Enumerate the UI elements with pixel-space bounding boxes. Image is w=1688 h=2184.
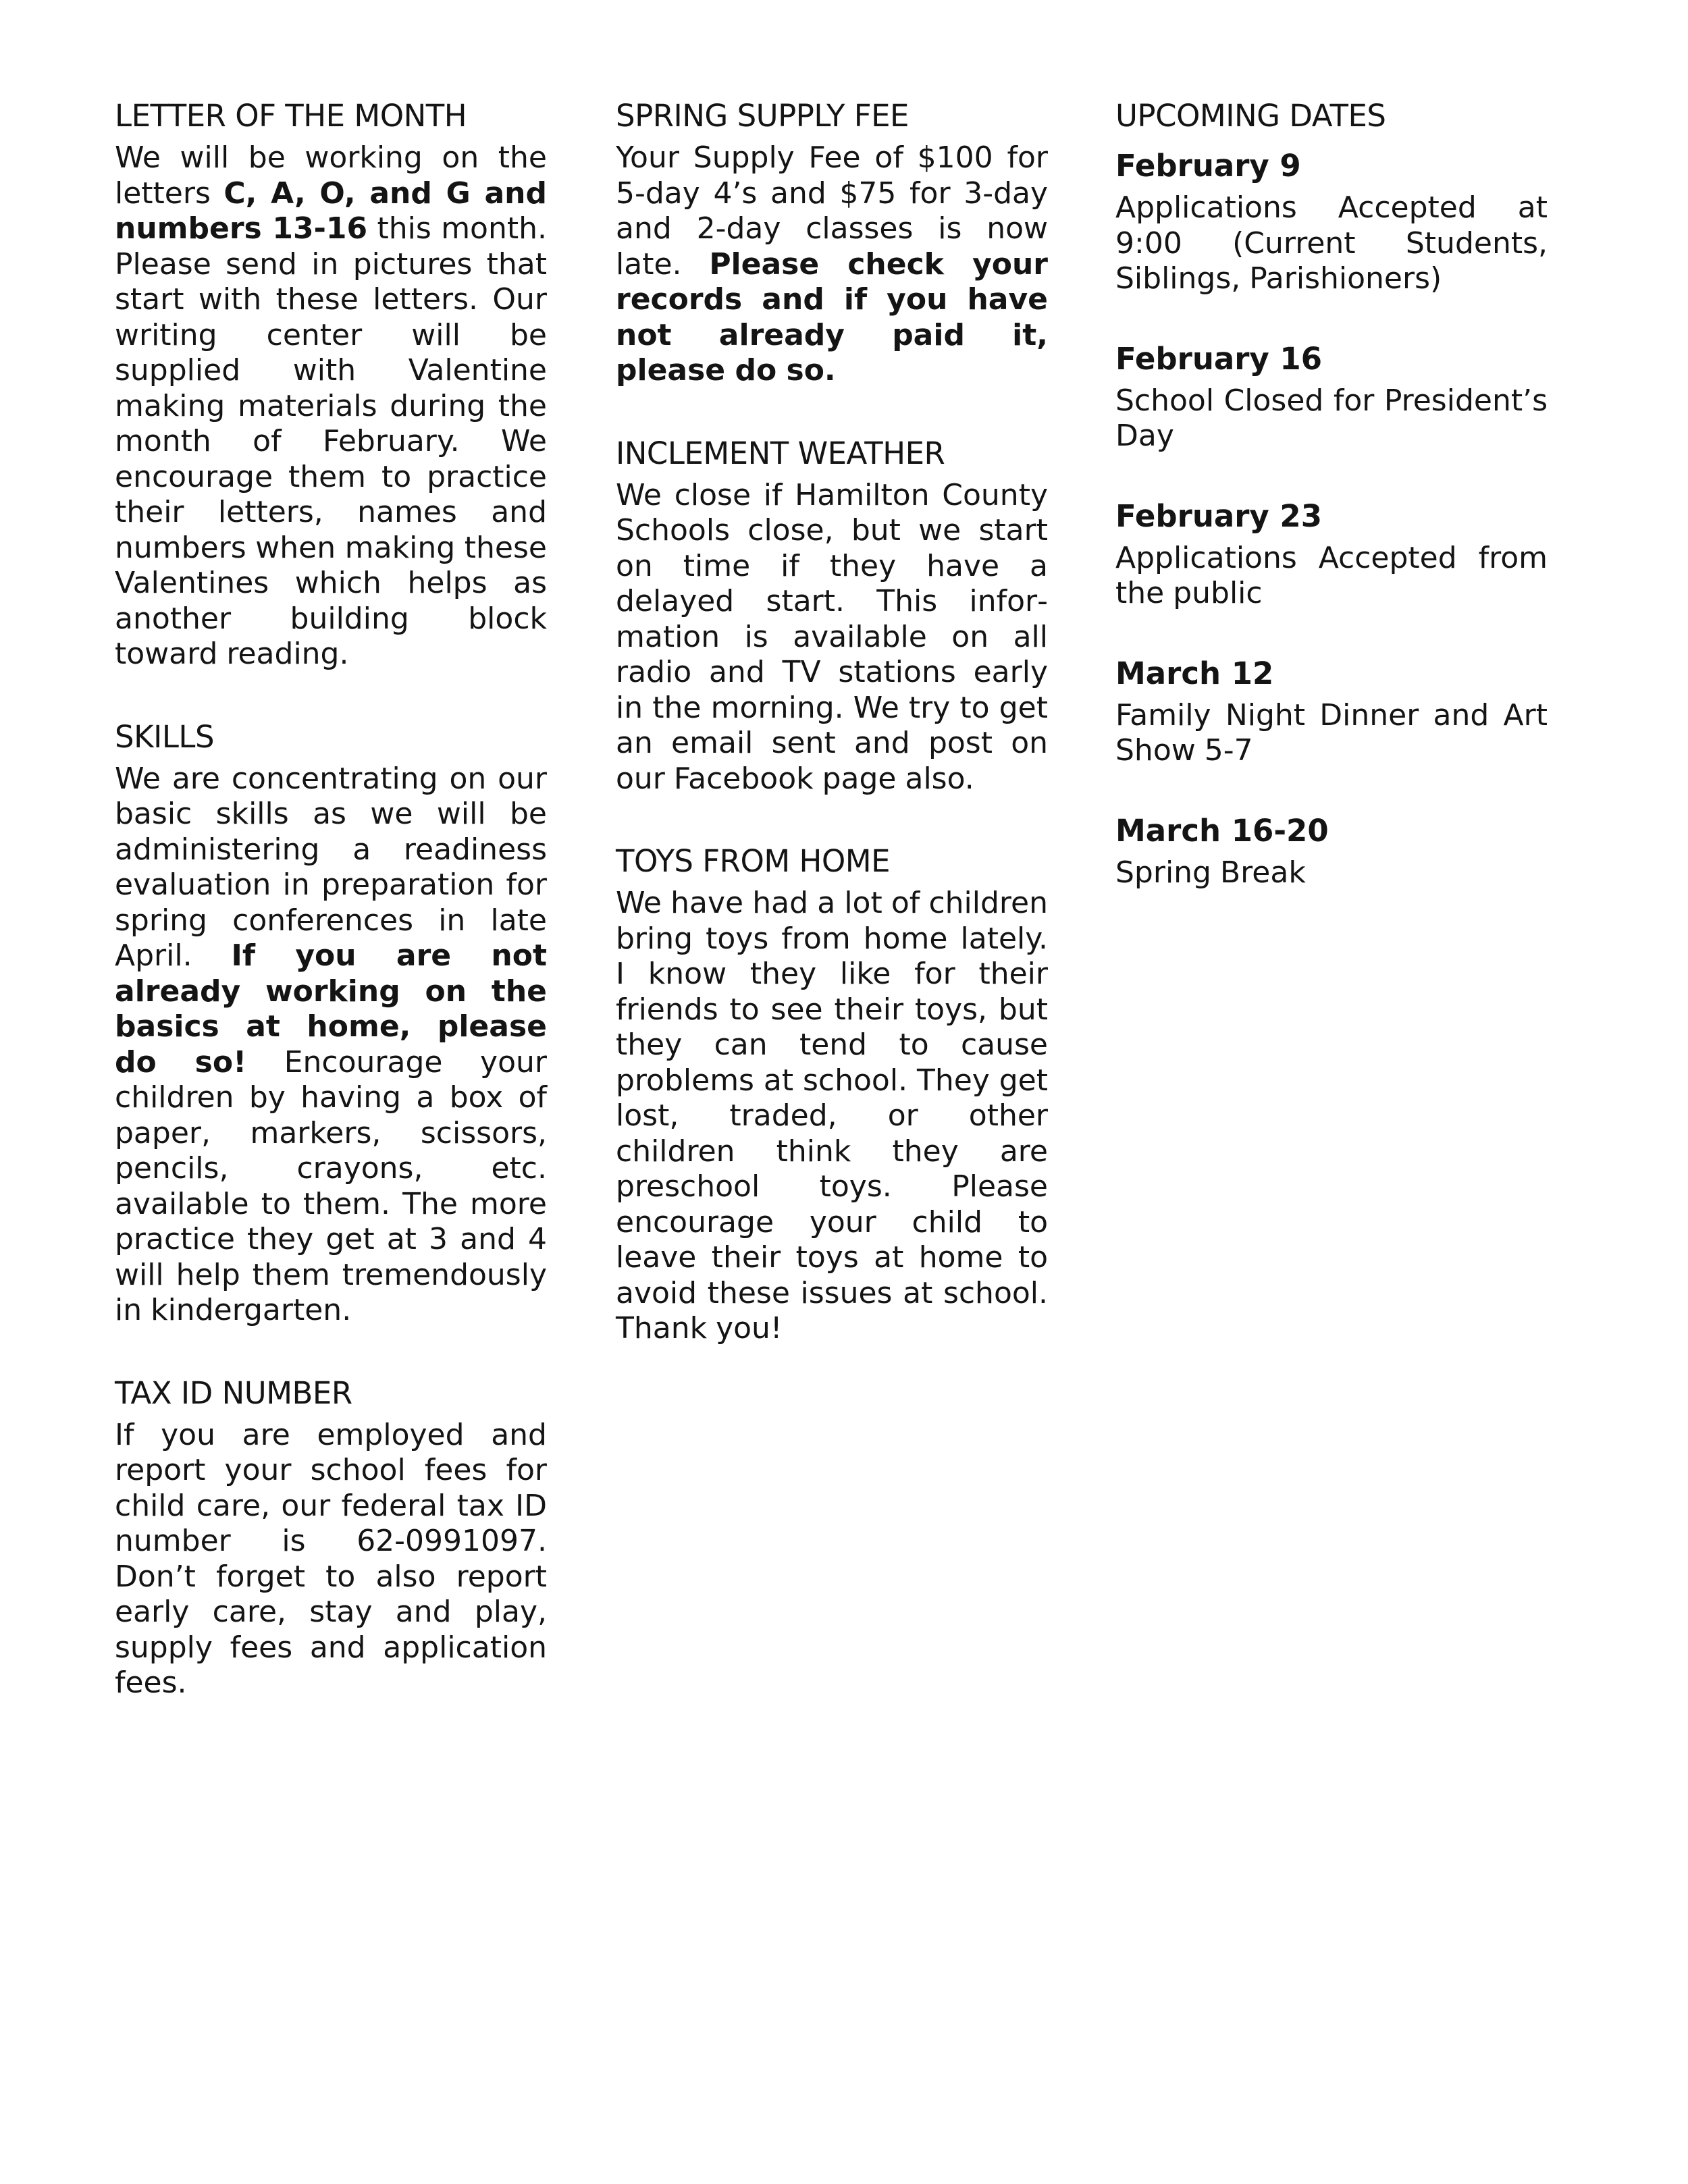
- skills-text-part-1: We are concentrating on our basic skills as we will be administering a readiness evaluation in preparation for spring conferences in late April.: [115, 761, 547, 973]
- toys-from-home-section: [616, 838, 1048, 1347]
- supply-text-bold: Please check your records and if you have not already paid it, please do so.: [616, 246, 1049, 388]
- letter-of-the-month-heading: LETTER OF THE MONTH: [115, 98, 467, 134]
- toys-from-home-text: We have had a lot of children bring toys from home lately. I know they like for their friends to see their toys, but they can tend to cause problems at school. They get lost, traded, or other children think they are preschool toys. Please encourage your child to leave their toys at home to avoid these issues at school. Thank you!: [616, 886, 1048, 1346]
- date-title: February 23: [1115, 498, 1323, 534]
- spring-supply-fee-section: [616, 93, 1048, 389]
- skills-text: [115, 762, 547, 1329]
- inclement-weather-text: We close if Hamilton County Schools close, but we start on time if they have a delayed start. This information is available on all radio and TV stations early in the morning. We try to get an email sent and post on our Facebook page also.: [616, 477, 1048, 796]
- date-title: February 9: [1115, 148, 1301, 184]
- skills-heading: SKILLS: [115, 718, 215, 755]
- middle-column: [616, 93, 1048, 1389]
- date-item: [1115, 339, 1548, 454]
- right-column: [1115, 93, 1548, 932]
- spring-supply-fee-heading: SPRING SUPPLY FEE: [616, 98, 909, 134]
- date-title: March 12: [1115, 655, 1274, 691]
- letter-of-the-month-section: [115, 93, 547, 672]
- date-item: [1115, 496, 1548, 612]
- left-column: [115, 93, 547, 1743]
- letter-text-bold: C, A, O, and G and numbers 13-16: [115, 176, 547, 246]
- date-item: [1115, 654, 1548, 769]
- letter-of-the-month-text: [115, 140, 547, 672]
- inclement-weather-section: [616, 431, 1048, 797]
- date-description: Family Night Dinner and Art Show 5-7: [1115, 697, 1548, 768]
- spring-supply-fee-text: [616, 140, 1048, 389]
- skills-text-part-2: Encourage your children by having a box of paper, markers, scissors, pencils, crayons, etc. available to them. The more practice they get at 3 and 4 will help them tremendously in kindergarten.: [115, 1044, 547, 1327]
- tax-id-heading: TAX ID NUMBER: [115, 1375, 352, 1411]
- supply-text-part-1: Your Supply Fee of $100 for 5-day 4’s and $75 for 3-day and 2-day classes is now late.: [616, 140, 1048, 282]
- letter-text-part-1: We will be working on the letters: [115, 140, 547, 211]
- upcoming-dates-heading: UPCOMING DATES: [1115, 98, 1386, 134]
- date-description: School Closed for President’s Day: [1115, 383, 1548, 453]
- inclement-weather-heading: INCLEMENT WEATHER: [616, 435, 945, 471]
- skills-section: [115, 714, 547, 1329]
- date-description: Applications Accepted from the public: [1115, 540, 1548, 610]
- tax-id-text: If you are employed and report your school fees for child care, our federal tax ID number is 62-0991097. Don’t forget to also report early care, stay and play, supply fees and application fees.: [115, 1417, 547, 1700]
- date-item: [1115, 146, 1548, 297]
- date-item: [1115, 811, 1548, 891]
- date-description: Applications Accepted at 9:00 (Current Students, Siblings, Parishioners): [1115, 190, 1548, 296]
- toys-from-home-heading: TOYS FROM HOME: [616, 843, 891, 879]
- letter-text-part-2: this month. Please send in pictures that start with these letters. Our writing center will be supplied with Valentine making materials during the month of February. We encourage them to practice their letters, names and numbers when making these Valentines which helps as another building block toward reading.: [115, 211, 547, 671]
- date-title: March 16-20: [1115, 812, 1329, 849]
- skills-text-bold: If you are not already working on the basics at home, please do so!: [115, 938, 547, 1080]
- date-title: February 16: [1115, 340, 1323, 377]
- tax-id-section: [115, 1370, 547, 1701]
- date-description: Spring Break: [1115, 855, 1306, 890]
